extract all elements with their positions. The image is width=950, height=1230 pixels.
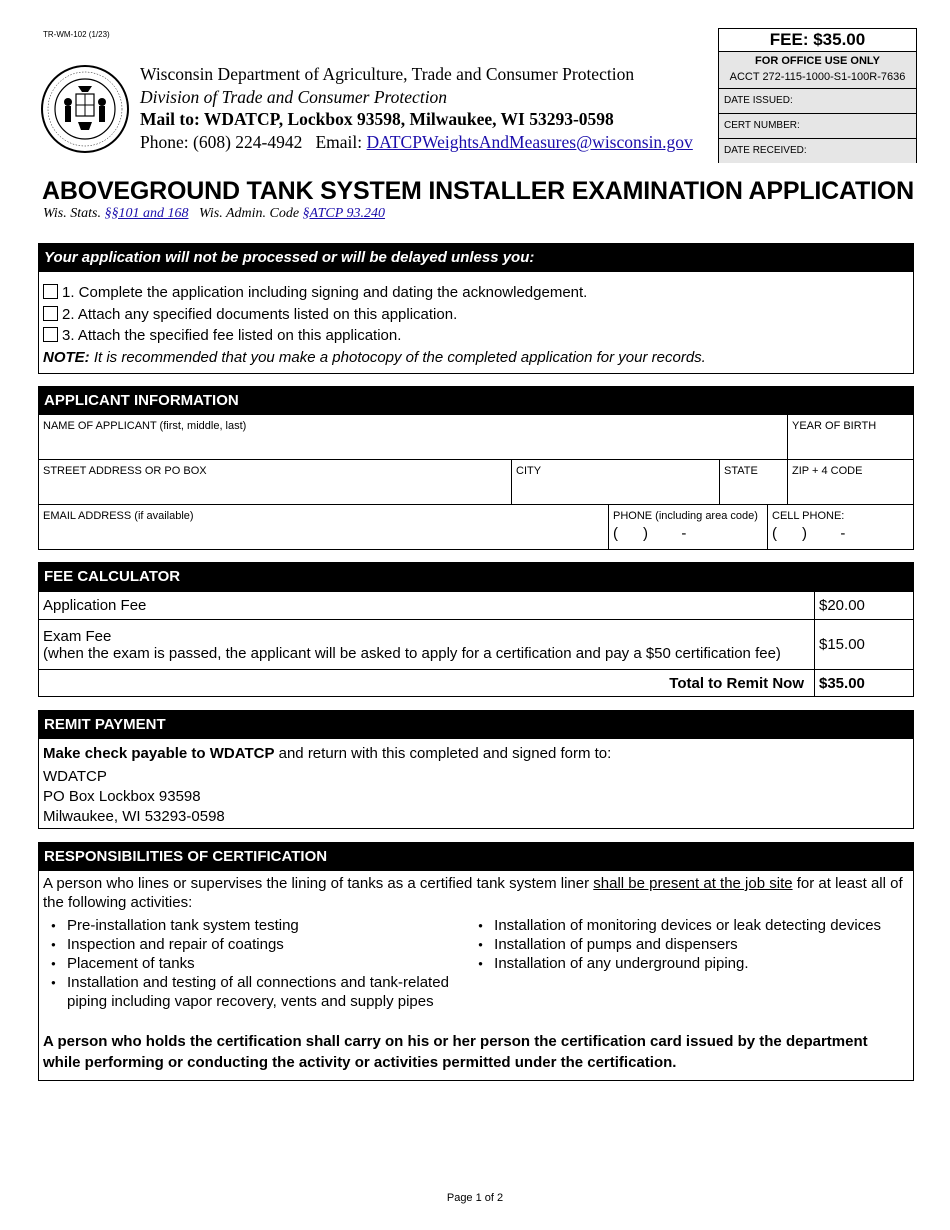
office-use-label: FOR OFFICE USE ONLY <box>755 55 880 67</box>
requirement-item <box>43 325 909 347</box>
fee-table <box>39 591 913 697</box>
requirement-item <box>43 304 909 326</box>
activity-list-right <box>472 916 909 1011</box>
note-label: NOTE: <box>43 348 90 366</box>
fee-amount: FEE: $35.00 <box>719 29 916 52</box>
city-field[interactable] <box>512 460 720 505</box>
remit-address-line2: PO Box Lockbox 93598 <box>43 788 201 805</box>
requirement-text: 1. Complete the application including signing and dating the acknowledgement. <box>62 284 588 301</box>
list-item: ● Installation of monitoring devices or leak detecting devices <box>494 916 909 935</box>
application-fee-amount: $20.00 <box>815 592 914 620</box>
zip-field[interactable] <box>788 460 913 505</box>
requirement-note <box>43 347 909 369</box>
office-use-panel <box>719 52 916 89</box>
remit-instructions <box>43 744 909 764</box>
phone-field[interactable] <box>609 505 768 549</box>
total-amount: $35.00 <box>815 670 914 697</box>
stats-link[interactable]: §§101 and 168 <box>104 206 189 221</box>
email-link[interactable]: DATCPWeightsAndMeasures@wisconsin.gov <box>366 131 693 152</box>
responsibilities-section <box>38 842 914 1081</box>
activity-list-left <box>43 916 472 1011</box>
application-fee-label: Application Fee <box>39 592 815 620</box>
remit-payment-section <box>38 710 914 829</box>
wisconsin-seal-logo <box>40 64 130 154</box>
cell-phone-field[interactable] <box>768 505 913 549</box>
account-number: ACCT 272-115-1000-S1-100R-7636 <box>729 71 906 83</box>
phone-mask: ( ) - <box>613 525 687 542</box>
statute-references <box>43 206 385 222</box>
list-item: ● Placement of tanks <box>67 954 472 973</box>
requirements-section <box>38 243 914 374</box>
intro-text-end: for at least all of the following activities: <box>43 875 903 911</box>
requirement-checkbox[interactable] <box>43 284 58 299</box>
payable-to: Make check payable to WDATCP <box>43 745 275 762</box>
applicant-section <box>38 386 914 550</box>
year-of-birth-label: YEAR OF BIRTH <box>792 420 877 432</box>
note-text: It is recommended that you make a photocopy of the completed application for your records. <box>89 348 706 366</box>
requirement-item <box>43 282 909 304</box>
exam-fee-label: Exam Fee <box>43 627 112 645</box>
phone-label: PHONE (including area code) <box>613 510 758 522</box>
requirement-checkbox[interactable] <box>43 327 58 342</box>
requirement-text: 3. Attach the specified fee listed on this application. <box>62 327 402 344</box>
date-issued-field: DATE ISSUED: <box>719 89 916 114</box>
mail-to-address: Mail to: WDATCP, Lockbox 93598, Milwaukee, WI 53293-0598 <box>140 109 614 129</box>
table-row <box>39 620 913 670</box>
year-of-birth-field[interactable] <box>788 415 913 460</box>
zip-label: ZIP + 4 CODE <box>792 465 863 477</box>
remit-address-line1: WDATCP <box>43 768 107 785</box>
list-item: ● Installation of pumps and dispensers <box>494 935 909 954</box>
fee-calculator-section <box>38 562 914 697</box>
remit-address-line3: Milwaukee, WI 53293-0598 <box>43 808 225 825</box>
carry-card-notice: A person who holds the certification shall carry on his or her person the certification card issued by the department while performing or conducting the activity or activities permitted under the certification. <box>43 1033 868 1071</box>
exam-fee-cell <box>39 620 815 670</box>
cell-phone-mask: ( ) - <box>772 525 846 542</box>
agency-name: Wisconsin Department of Agriculture, Trade and Consumer Protection <box>140 64 635 84</box>
email-address-label: EMAIL ADDRESS (if available) <box>43 510 194 522</box>
form-number: TR-WM-102 (1/23) <box>43 30 110 39</box>
code-link[interactable]: §ATCP 93.240 <box>302 206 386 221</box>
exam-fee-amount: $15.00 <box>815 620 914 670</box>
agency-header <box>140 63 693 153</box>
intro-underlined: shall be present at the job site <box>593 875 793 892</box>
intro-text: A person who lines or supervises the lining of tanks as a certified tank system liner <box>43 875 594 892</box>
state-label: STATE <box>724 465 758 477</box>
applicant-name-field[interactable] <box>39 415 788 460</box>
division-name: Division of Trade and Consumer Protection <box>140 86 448 107</box>
table-row <box>39 670 913 697</box>
requirements-heading: Your application will not be processed or will be delayed unless you: <box>39 244 913 272</box>
page-number: Page 1 of 2 <box>446 1192 504 1204</box>
email-address-field[interactable] <box>39 505 609 549</box>
city-label: CITY <box>516 465 542 477</box>
list-item: ● Installation of any underground piping. <box>494 954 909 973</box>
requirement-text: 2. Attach any specified documents listed on this application. <box>62 305 458 323</box>
cert-number-field: CERT NUMBER: <box>719 114 916 139</box>
fee-office-box <box>718 28 917 163</box>
state-field[interactable] <box>720 460 788 505</box>
phone-text: Phone: (608) 224-4942 Email: <box>140 131 367 152</box>
table-row <box>39 592 913 620</box>
stats-prefix: Wis. Stats. <box>43 206 105 221</box>
code-prefix: Wis. Admin. Code <box>188 206 303 221</box>
remit-heading: REMIT PAYMENT <box>39 711 913 739</box>
remit-rest: and return with this completed and signed form to: <box>274 745 612 762</box>
contact-line <box>140 131 693 154</box>
date-received-field: DATE RECEIVED: <box>719 139 916 163</box>
total-label: Total to Remit Now <box>39 670 815 697</box>
list-item: ● Pre-installation tank system testing <box>67 916 472 935</box>
applicant-heading: APPLICANT INFORMATION <box>39 387 913 415</box>
page-title: ABOVEGROUND TANK SYSTEM INSTALLER EXAMINATION APPLICATION <box>42 177 914 205</box>
responsibilities-heading: RESPONSIBILITIES OF CERTIFICATION <box>39 843 913 871</box>
requirement-checkbox[interactable] <box>43 306 58 321</box>
street-address-field[interactable] <box>39 460 512 505</box>
exam-fee-note: (when the exam is passed, the applicant will be asked to apply for a certification and pay a $50 certification fee) <box>43 644 781 662</box>
street-address-label: STREET ADDRESS OR PO BOX <box>43 465 207 477</box>
list-item: ● Installation and testing of all connections and tank-related piping including vapor recovery, vents and supply pipes <box>67 973 472 1011</box>
applicant-name-label: NAME OF APPLICANT (first, middle, last) <box>43 420 247 432</box>
fee-calculator-heading: FEE CALCULATOR <box>39 563 913 591</box>
responsibilities-intro <box>43 874 909 912</box>
cell-phone-label: CELL PHONE: <box>772 510 845 522</box>
list-item: ● Inspection and repair of coatings <box>67 935 472 954</box>
